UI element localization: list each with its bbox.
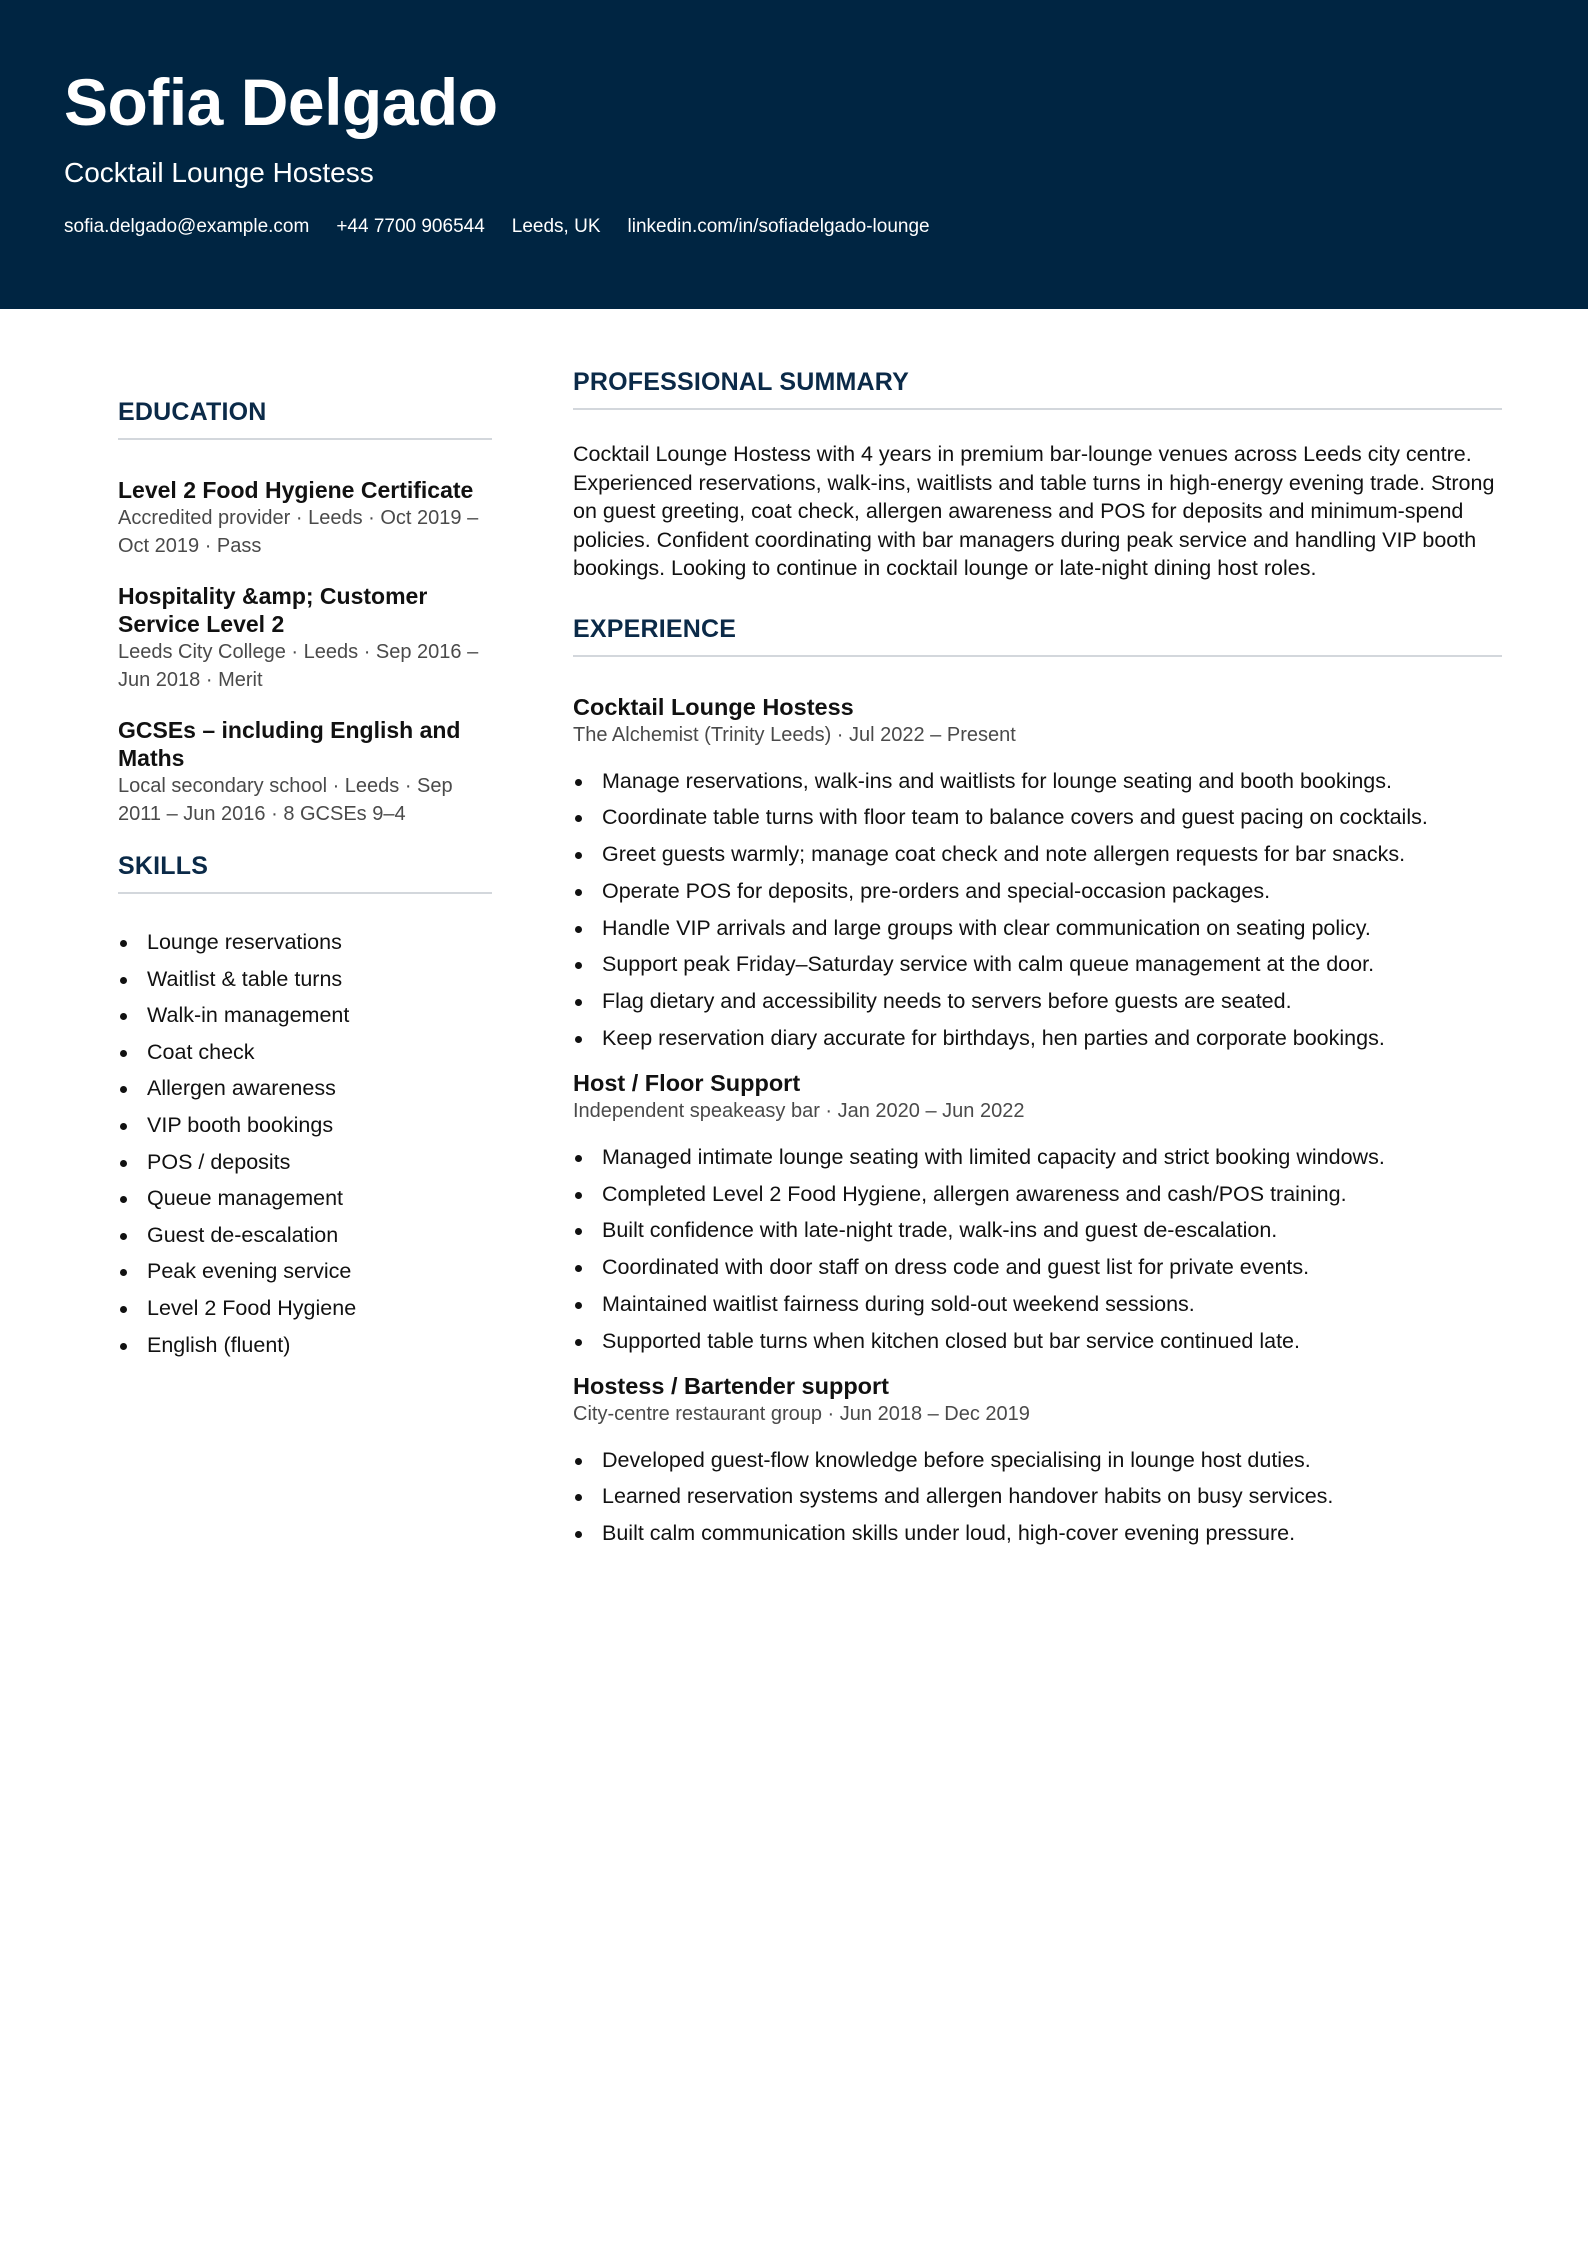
job-bullets: [573, 1442, 1502, 1552]
resume-header: [0, 0, 1588, 309]
job-bullet: Support peak Friday–Saturday service with calm queue management at the door.: [573, 946, 1502, 983]
skill-item: Allergen awareness: [118, 1070, 492, 1107]
contact-linkedin: linkedin.com/in/sofiadelgado-lounge: [627, 216, 930, 237]
job-bullets: [573, 1139, 1502, 1360]
education-meta: Local secondary school · Leeds · Sep 2011 – Jun 2016 · 8 GCSEs 9–4: [118, 775, 453, 825]
skill-item: Guest de-escalation: [118, 1217, 492, 1254]
skill-item: POS / deposits: [118, 1144, 492, 1181]
job-bullets: [573, 763, 1502, 1057]
job-bullet: Operate POS for deposits, pre-orders and special-occasion packages.: [573, 873, 1502, 910]
education-item: [118, 476, 492, 560]
job-bullet: Managed intimate lounge seating with limited capacity and strict booking windows.: [573, 1139, 1502, 1176]
job-bullet: Coordinated with door staff on dress code and guest list for private events.: [573, 1249, 1502, 1286]
job-bullet: Completed Level 2 Food Hygiene, allergen awareness and cash/POS training.: [573, 1176, 1502, 1213]
job-bullet: Learned reservation systems and allergen handover habits on busy services.: [573, 1478, 1502, 1515]
job-bullet: Flag dietary and accessibility needs to servers before guests are seated.: [573, 983, 1502, 1020]
job-bullet: Built calm communication skills under loud, high-cover evening pressure.: [573, 1515, 1502, 1552]
skill-item: Waitlist & table turns: [118, 961, 492, 998]
job-entry: [573, 1372, 1502, 1552]
skills-heading: SKILLS: [118, 846, 492, 894]
skill-item: Coat check: [118, 1034, 492, 1071]
education-meta: Accredited provider · Leeds · Oct 2019 – Oct 2019 · Pass: [118, 507, 479, 557]
job-entry: [573, 693, 1502, 1057]
job-bullet: Developed guest-flow knowledge before specialising in lounge host duties.: [573, 1442, 1502, 1479]
skill-item: Lounge reservations: [118, 924, 492, 961]
job-entry: [573, 1069, 1502, 1360]
job-bullet: Built confidence with late-night trade, walk-ins and guest de-escalation.: [573, 1212, 1502, 1249]
skill-item: English (fluent): [118, 1327, 492, 1364]
job-title: Cocktail Lounge Hostess: [573, 693, 854, 720]
education-item: [118, 582, 492, 694]
job-bullet: Greet guests warmly; manage coat check and note allergen requests for bar snacks.: [573, 836, 1502, 873]
contact-phone: +44 7700 906544: [336, 216, 485, 237]
job-bullet: Coordinate table turns with floor team to balance covers and guest pacing on cocktails.: [573, 799, 1502, 836]
skill-item: Level 2 Food Hygiene: [118, 1290, 492, 1327]
skill-item: Queue management: [118, 1180, 492, 1217]
candidate-name: Sofia Delgado: [64, 65, 498, 139]
candidate-role: Cocktail Lounge Hostess: [64, 157, 374, 188]
skills-list: [118, 924, 492, 1363]
job-meta: City-centre restaurant group · Jun 2018 – Dec 2019: [573, 1402, 1030, 1425]
education-meta: Leeds City College · Leeds · Sep 2016 – Jun 2018 · Merit: [118, 641, 479, 691]
job-bullet: Maintained waitlist fairness during sold-out weekend sessions.: [573, 1286, 1502, 1323]
skill-item: Walk-in management: [118, 997, 492, 1034]
skill-item: VIP booth bookings: [118, 1107, 492, 1144]
job-bullet: Handle VIP arrivals and large groups with clear communication on seating policy.: [573, 910, 1502, 947]
skill-item: Peak evening service: [118, 1253, 492, 1290]
education-item: [118, 716, 492, 828]
education-heading: EDUCATION: [118, 392, 492, 440]
contact-location: Leeds, UK: [511, 216, 601, 237]
summary-text: Cocktail Lounge Hostess with 4 years in premium bar-lounge venues across Leeds city centre. Experienced reservations, walk-ins, waitlists and table turns in high-energy evening trade. Strong on guest greeting, coat check, allergen awareness and POS for deposits and minimum-spend policies. Confident coordinating with bar managers during peak service and handling VIP booth bookings. Looking to continue in cocktail lounge or late-night dining host roles.: [573, 442, 1495, 580]
experience-heading: EXPERIENCE: [573, 609, 1502, 657]
education-title: GCSEs – including English and Maths: [118, 717, 461, 771]
contact-line: [64, 214, 930, 240]
right-column: [573, 362, 1502, 1564]
contact-email: sofia.delgado@example.com: [64, 216, 310, 237]
job-meta: The Alchemist (Trinity Leeds) · Jul 2022 – Present: [573, 723, 1016, 746]
job-bullet: Supported table turns when kitchen closed but bar service continued late.: [573, 1323, 1502, 1360]
education-title: Level 2 Food Hygiene Certificate: [118, 477, 474, 503]
summary-heading: PROFESSIONAL SUMMARY: [573, 362, 1502, 410]
education-title: Hospitality &amp; Customer Service Level 2: [118, 583, 428, 637]
left-column: [118, 392, 492, 1363]
job-bullet: Keep reservation diary accurate for birthdays, hen parties and corporate bookings.: [573, 1020, 1502, 1057]
job-title: Host / Floor Support: [573, 1069, 801, 1096]
job-title: Hostess / Bartender support: [573, 1372, 890, 1399]
job-meta: Independent speakeasy bar · Jan 2020 – Jun 2022: [573, 1099, 1025, 1122]
job-bullet: Manage reservations, walk-ins and waitlists for lounge seating and booth bookings.: [573, 763, 1502, 800]
